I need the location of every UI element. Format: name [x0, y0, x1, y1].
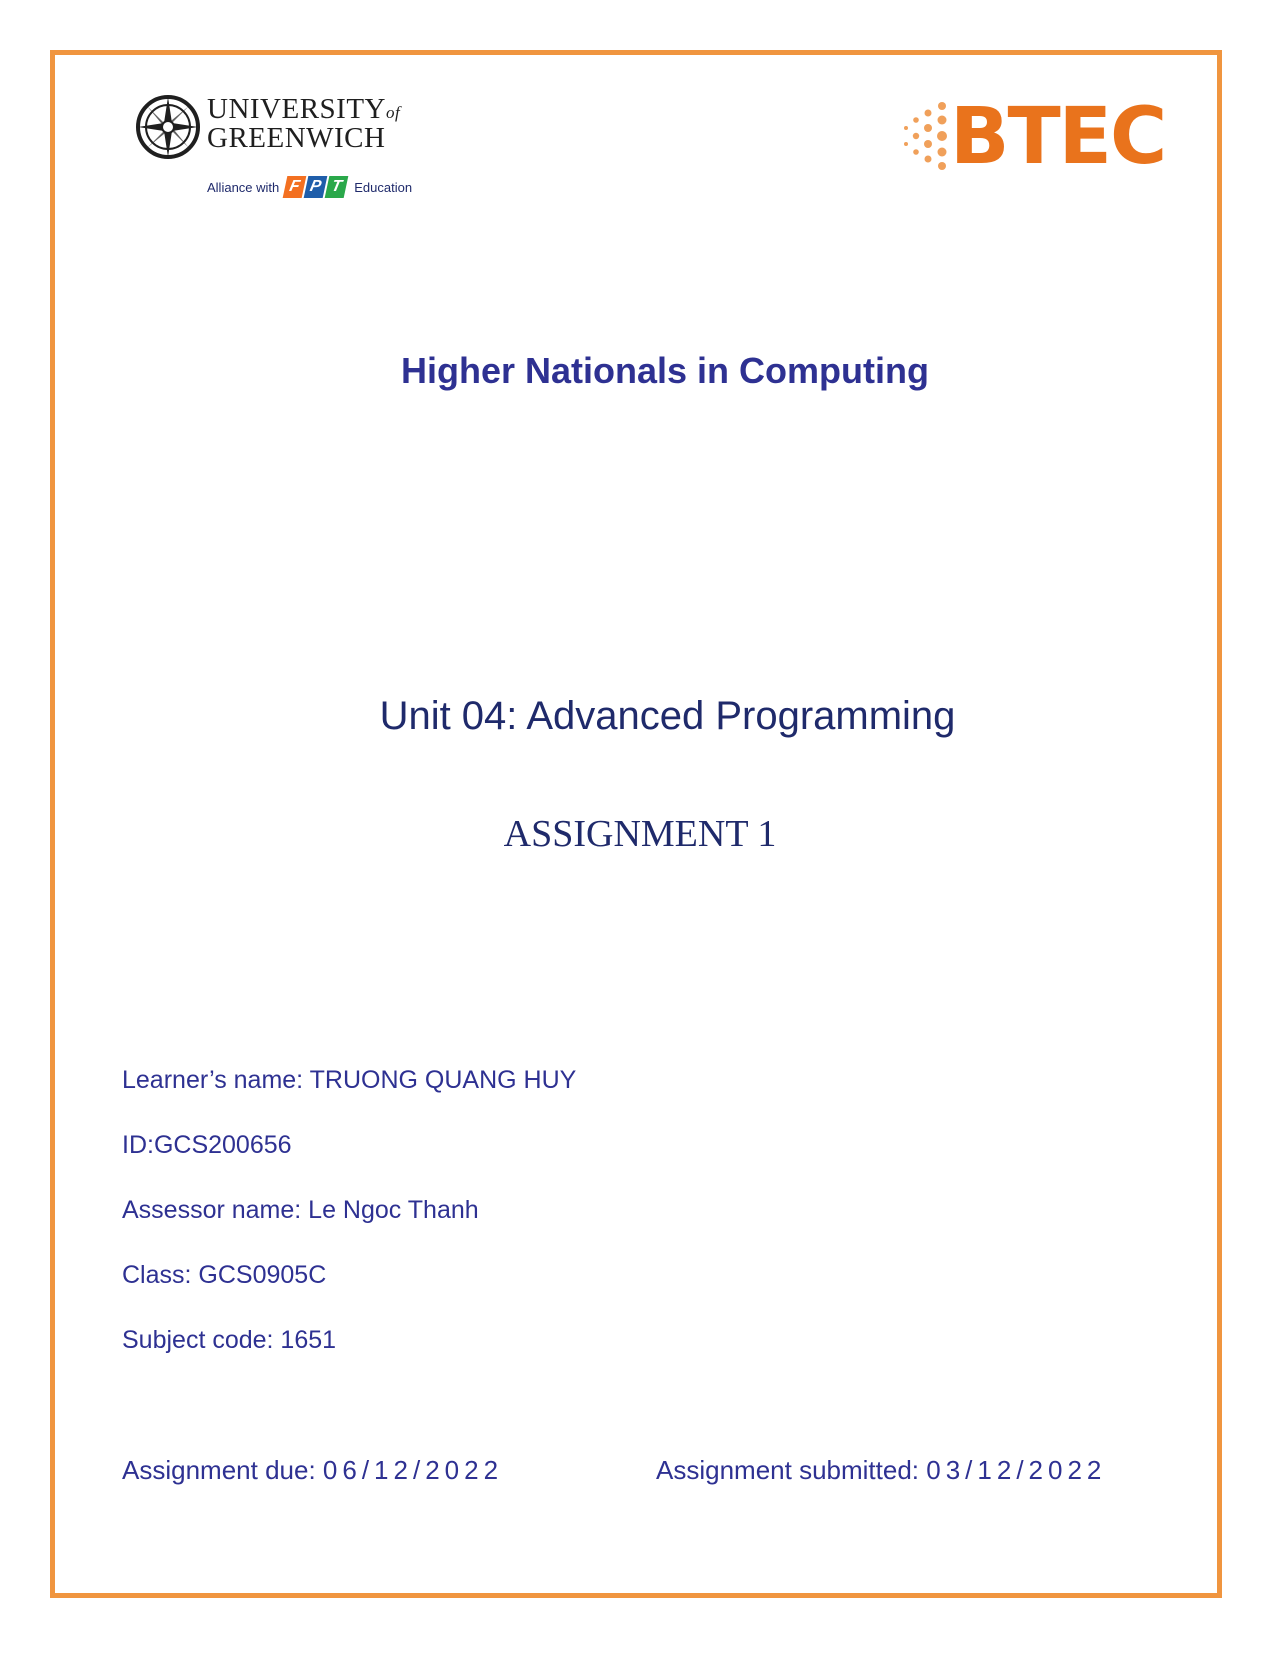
assignment-submitted — [656, 1455, 1106, 1486]
assignment-title: ASSIGNMENT 1 — [503, 813, 777, 855]
programme-title: Higher Nationals in Computing — [401, 350, 929, 391]
due-date: 06/12/2022 — [322, 1455, 504, 1485]
compass-emblem-icon — [135, 94, 201, 160]
subject-code: Subject code: 1651 — [122, 1326, 337, 1354]
university-wordmark-line2: GREENWICH — [207, 122, 386, 154]
class-code: Class: GCS0905C — [122, 1261, 327, 1289]
btec-dots-icon — [900, 100, 952, 172]
submitted-label: Assignment submitted: — [656, 1455, 920, 1485]
alliance-tagline: Alliance with F P T Education — [207, 174, 412, 200]
learner-id: ID:GCS200656 — [122, 1131, 292, 1159]
assignment-due — [122, 1455, 503, 1486]
assessor-name: Assessor name: Le Ngoc Thanh — [122, 1196, 479, 1224]
fpt-logo: F P T — [285, 176, 348, 198]
btec-wordmark: BTEC — [950, 92, 1166, 182]
university-wordmark-line1: UNIVERSITYof — [207, 93, 401, 125]
university-of-greenwich-logo — [135, 92, 420, 207]
unit-title: Unit 04: Advanced Programming — [379, 694, 956, 738]
submitted-date: 03/12/2022 — [926, 1455, 1107, 1485]
btec-logo — [900, 92, 1166, 182]
learner-name: Learner’s name: TRUONG QUANG HUY — [122, 1066, 577, 1094]
due-label: Assignment due: — [122, 1455, 316, 1485]
